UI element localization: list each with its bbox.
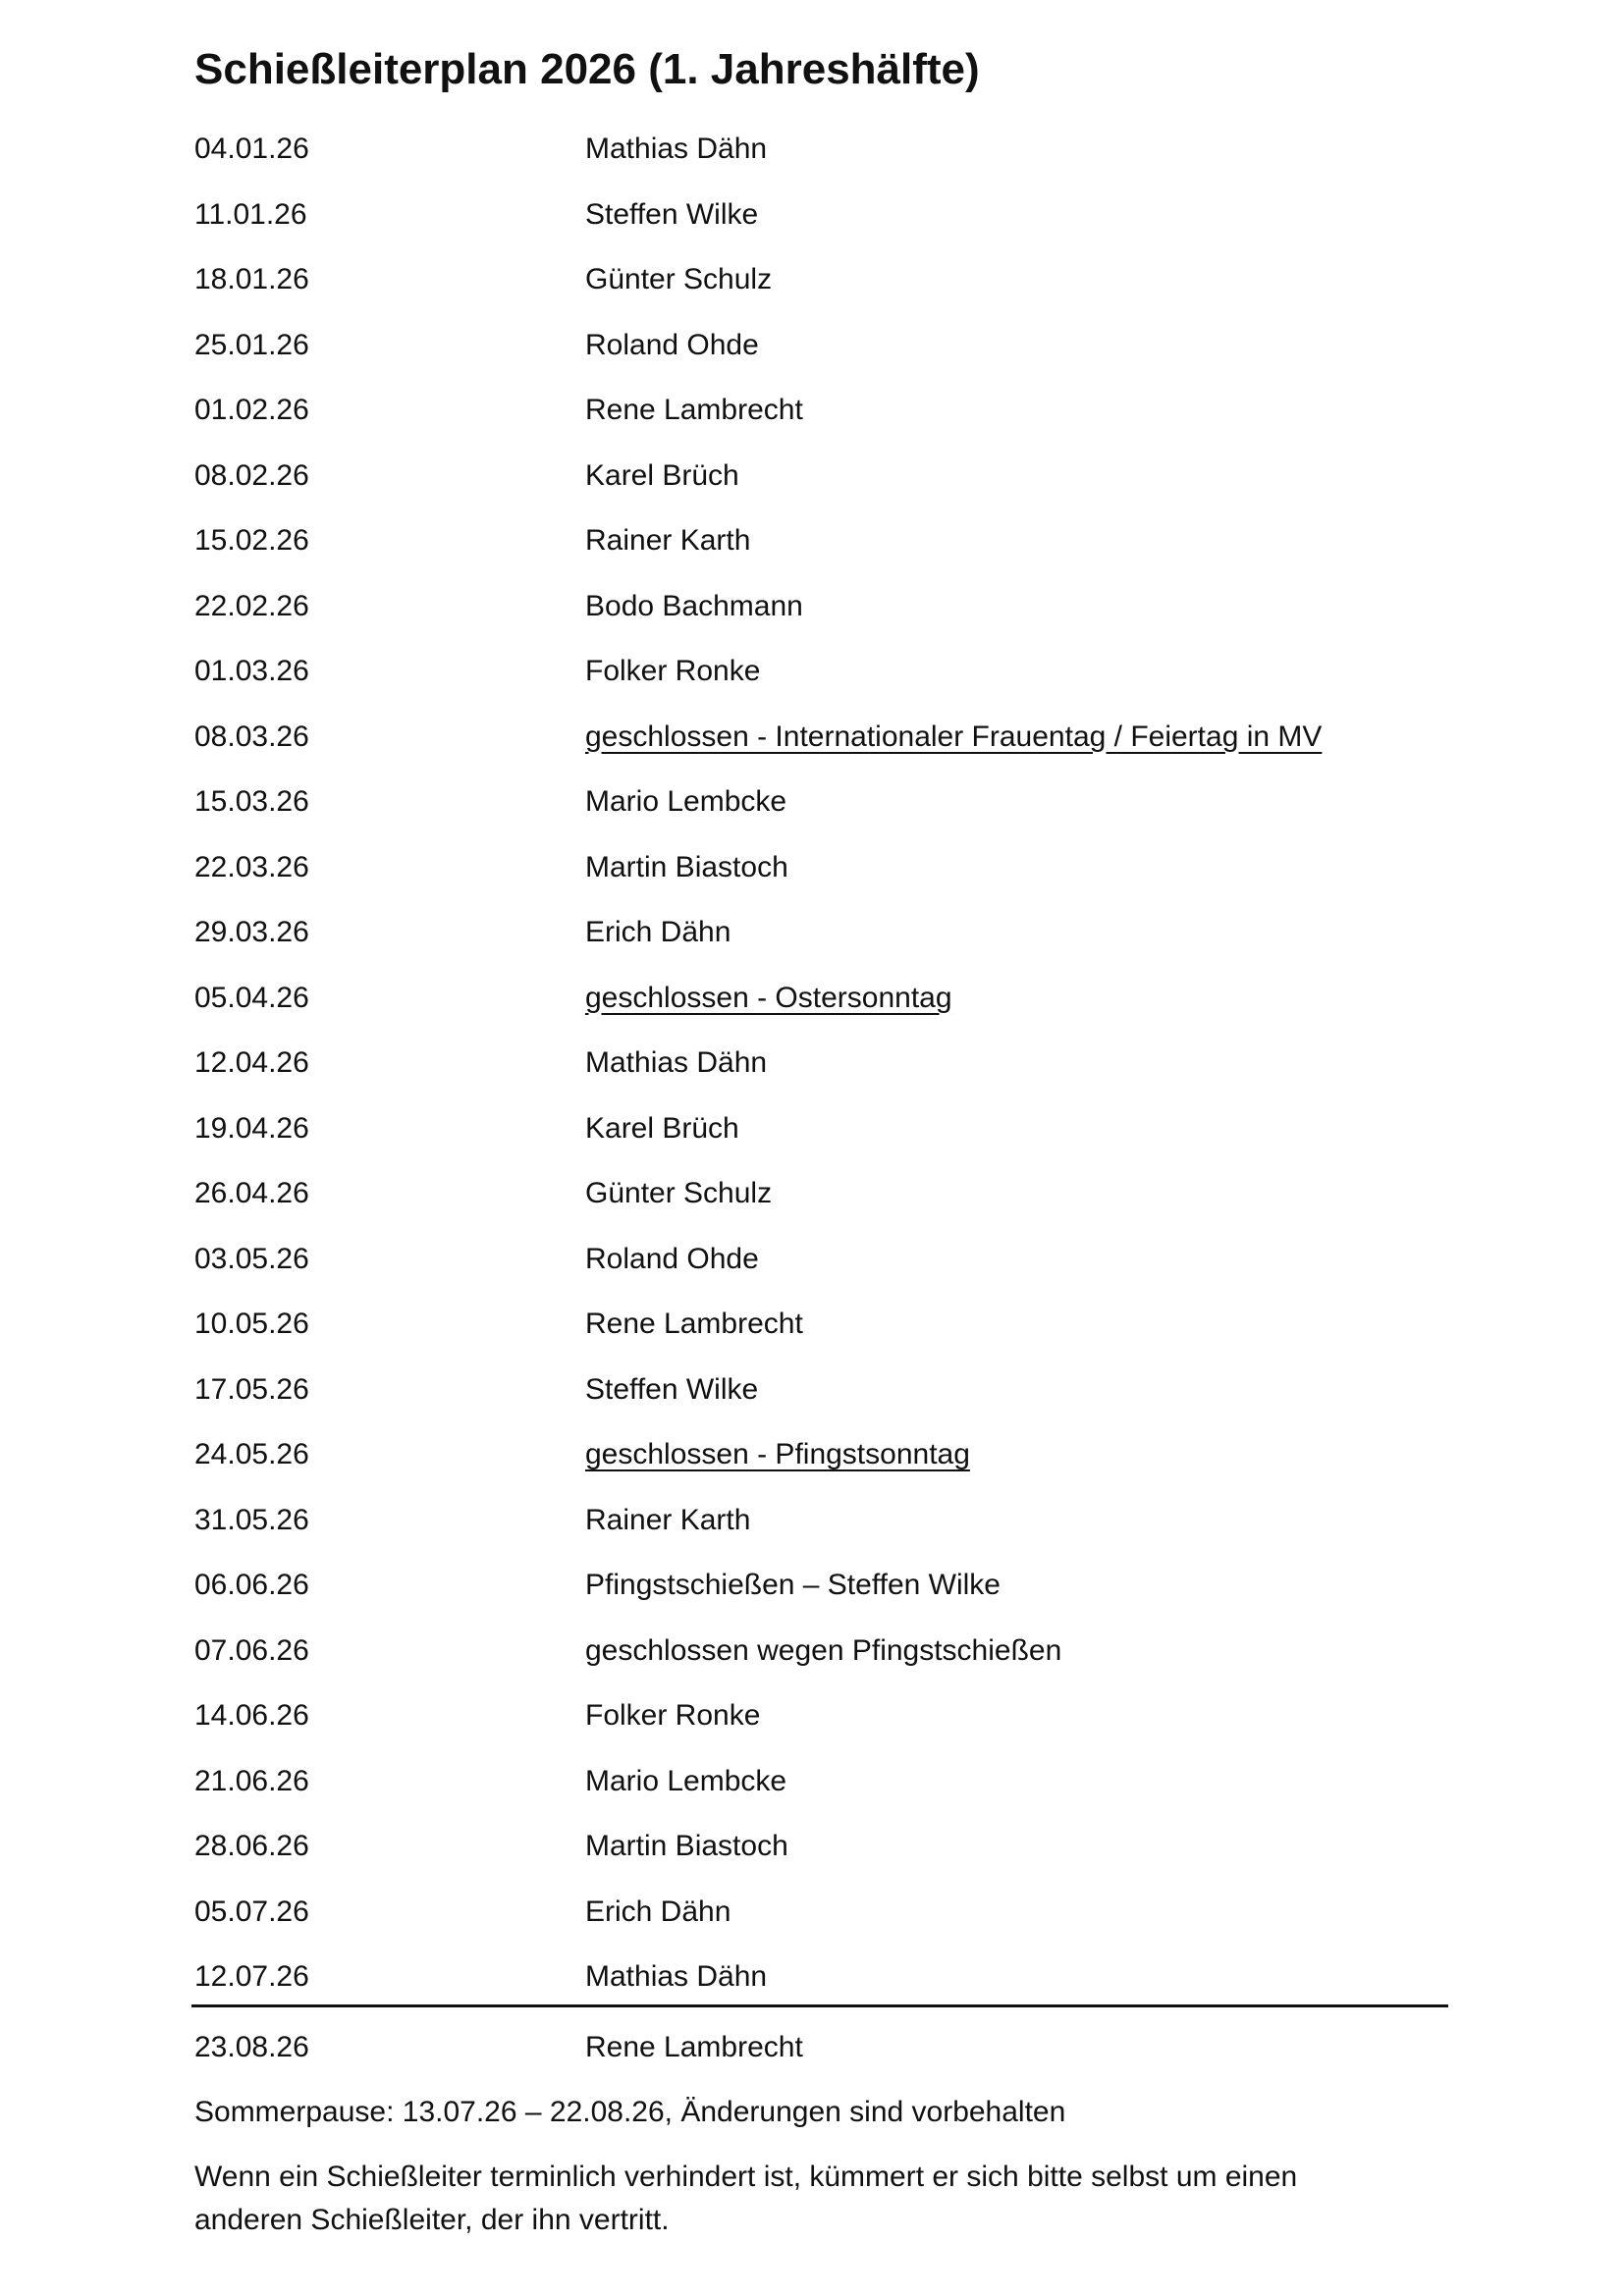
schedule-row [194, 842, 1451, 908]
schedule-date: 05.04.26 [194, 981, 309, 1014]
schedule-entry: Günter Schulz [585, 263, 773, 295]
after-break-row [194, 2026, 1451, 2069]
schedule-date: 21.06.26 [194, 1764, 309, 1797]
schedule-entry: Rene Lambrecht [585, 1308, 803, 1340]
schedule-date: 17.05.26 [194, 1372, 309, 1406]
schedule-row [194, 1626, 1451, 1691]
schedule-date: 01.02.26 [194, 394, 309, 426]
schedule-entry: Steffen Wilke [585, 197, 759, 231]
substitution-note: Wenn ein Schießleiter terminlich verhindert ist, kümmert er sich bitte selbst um einen anderen Schießleiter, der ihn vertritt. [194, 2161, 1298, 2236]
schedule-row [194, 776, 1451, 842]
schedule-date: 10.05.26 [194, 1308, 309, 1340]
schedule-row [194, 1756, 1451, 1822]
schedule-row [194, 1038, 1451, 1103]
schedule-date: 23.08.26 [194, 2031, 309, 2063]
schedule-entry: Rene Lambrecht [585, 2031, 803, 2063]
schedule-entry: Mathias Dähn [585, 1960, 768, 1993]
schedule-row [194, 320, 1451, 386]
schedule-entry: Roland Ohde [585, 328, 759, 361]
schedule-date: 15.03.26 [194, 785, 309, 818]
schedule-date: 12.04.26 [194, 1046, 309, 1079]
schedule-closed-entry: geschlossen - Internationaler Frauentag / Feiertag in MV [585, 720, 1323, 753]
schedule-date: 14.06.26 [194, 1699, 309, 1732]
schedule-row [194, 712, 1451, 777]
schedule-date: 06.06.26 [194, 1569, 309, 1601]
schedule-date: 01.03.26 [194, 655, 309, 687]
schedule-entry: Erich Dähn [585, 1895, 731, 1928]
schedule-date: 03.05.26 [194, 1242, 309, 1275]
schedule-entry: Roland Ohde [585, 1242, 759, 1275]
schedule-closed-entry: geschlossen - Pfingstsonntag [585, 1438, 970, 1470]
schedule-date: 26.04.26 [194, 1177, 309, 1209]
schedule-date: 22.03.26 [194, 850, 309, 883]
schedule-row [194, 189, 1451, 255]
schedule-date: 22.02.26 [194, 589, 309, 622]
schedule-date: 31.05.26 [194, 1503, 309, 1536]
schedule-closed-entry: geschlossen - Ostersonntag [585, 981, 952, 1014]
schedule-row [194, 1364, 1451, 1430]
schedule-row [194, 385, 1451, 451]
schedule-entry: Martin Biastoch [585, 1830, 788, 1862]
schedule-date: 15.02.26 [194, 524, 309, 557]
summer-break-note: Sommerpause: 13.07.26 – 22.08.26, Änderungen sind vorbehalten [194, 2096, 1066, 2128]
schedule-row [194, 1103, 1451, 1169]
schedule-date: 08.03.26 [194, 720, 309, 753]
schedule-row [194, 1560, 1451, 1626]
schedule-date: 08.02.26 [194, 458, 309, 492]
schedule-entry: Mario Lembcke [585, 785, 787, 818]
schedule-row [194, 515, 1451, 581]
schedule-date: 29.03.26 [194, 916, 309, 948]
schedule-date: 18.01.26 [194, 263, 309, 295]
schedule-entry: Erich Dähn [585, 916, 731, 948]
schedule-row [194, 1690, 1451, 1756]
summer-break-divider [191, 2004, 1448, 2007]
schedule-entry: geschlossen wegen Pfingstschießen [585, 1633, 1062, 1667]
schedule-entry: Martin Biastoch [585, 850, 788, 883]
schedule-entry: Mathias Dähn [585, 133, 768, 165]
schedule-entry: Rene Lambrecht [585, 394, 803, 426]
schedule-entry: Pfingstschießen – Steffen Wilke [585, 1569, 1001, 1601]
schedule-row [194, 1821, 1451, 1887]
schedule-row [194, 1168, 1451, 1234]
schedule-entry: Steffen Wilke [585, 1372, 759, 1406]
schedule-date: 04.01.26 [194, 133, 309, 165]
schedule-date: 19.04.26 [194, 1111, 309, 1145]
schedule-entry: Günter Schulz [585, 1177, 773, 1209]
schedule-entry: Rainer Karth [585, 1503, 751, 1536]
schedule-row [194, 646, 1451, 712]
schedule-entry: Mathias Dähn [585, 1046, 768, 1079]
schedule-entry: Karel Brüch [585, 458, 739, 492]
schedule-list [194, 124, 1451, 2017]
schedule-row [194, 254, 1451, 320]
schedule-entry: Folker Ronke [585, 1699, 761, 1732]
schedule-date: 24.05.26 [194, 1438, 309, 1470]
schedule-date: 25.01.26 [194, 328, 309, 361]
schedule-row [194, 1234, 1451, 1300]
schedule-row [194, 973, 1451, 1039]
schedule-date: 12.07.26 [194, 1960, 309, 1993]
schedule-entry: Mario Lembcke [585, 1764, 787, 1797]
schedule-date: 07.06.26 [194, 1633, 309, 1667]
schedule-entry: Karel Brüch [585, 1111, 739, 1145]
schedule-date: 11.01.26 [194, 197, 307, 231]
schedule-date: 05.07.26 [194, 1895, 309, 1928]
schedule-row [194, 1495, 1451, 1561]
schedule-row [194, 907, 1451, 973]
page-title: Schießleiterplan 2026 (1. Jahreshälfte) [194, 45, 980, 93]
schedule-row [194, 581, 1451, 647]
schedule-entry: Folker Ronke [585, 655, 761, 687]
schedule-entry: Rainer Karth [585, 524, 751, 557]
schedule-date: 28.06.26 [194, 1830, 309, 1862]
schedule-row [194, 451, 1451, 516]
schedule-row [194, 124, 1451, 189]
schedule-row [194, 1299, 1451, 1364]
schedule-row [194, 1429, 1451, 1495]
schedule-row [194, 1887, 1451, 1952]
schedule-entry: Bodo Bachmann [585, 589, 803, 622]
